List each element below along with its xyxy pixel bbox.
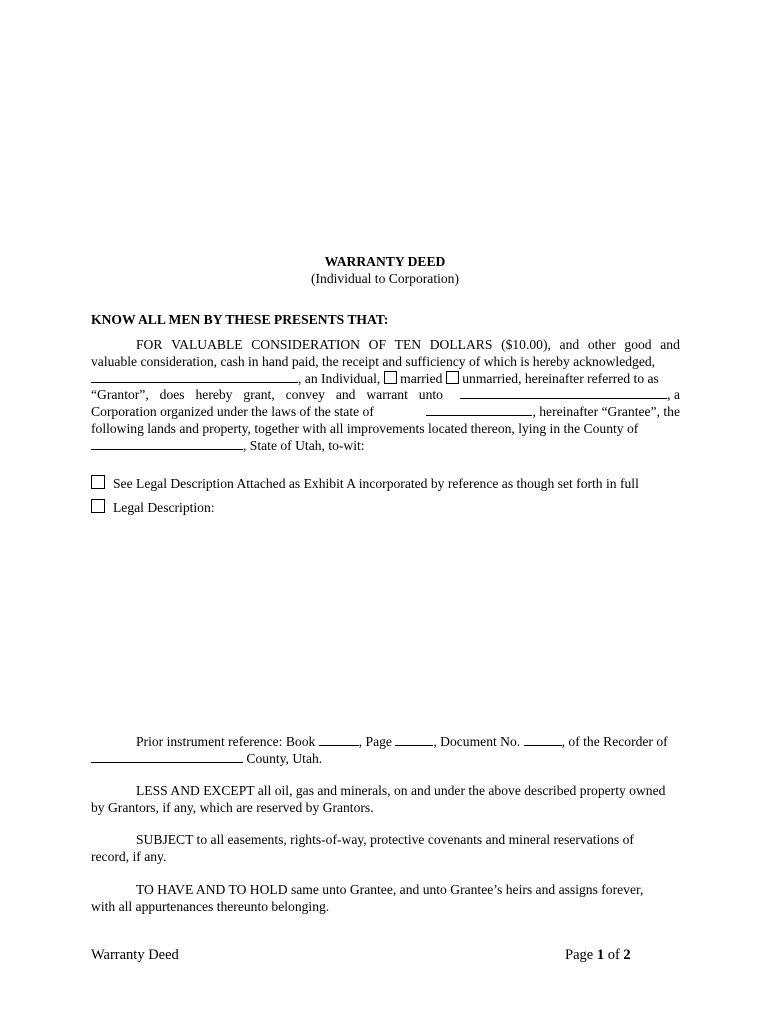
intro-heading: KNOW ALL MEN BY THESE PRESENTS THAT: <box>91 312 389 327</box>
word: warrant <box>366 387 408 402</box>
unmarried-checkbox[interactable] <box>446 371 459 384</box>
grantor-line <box>91 370 680 387</box>
book-field[interactable] <box>319 733 359 746</box>
exhibit-option <box>91 475 639 492</box>
page-prefix: Page <box>565 947 594 963</box>
state-of-utah-text: , State of Utah, to-wit: <box>243 438 365 453</box>
grantee-name-field[interactable] <box>460 386 667 399</box>
prior-instrument-line <box>136 733 680 750</box>
prior-county-field[interactable] <box>91 750 243 763</box>
exhibit-label: See Legal Description Attached as Exhibit A incorporated by reference as though set forth in full <box>113 476 639 491</box>
exhibit-checkbox[interactable] <box>91 475 105 489</box>
word: VALUABLE <box>171 337 243 352</box>
consideration-line-1 <box>136 336 680 353</box>
page-current: 1 <box>596 947 605 963</box>
document-no-text: , Document No. <box>433 734 521 749</box>
word: OF <box>368 337 387 352</box>
word: grant, <box>243 387 275 402</box>
subject-line-1: SUBJECT to all easements, rights-of-way, protective covenants and mineral reservations of <box>136 832 634 847</box>
corporation-line <box>91 403 680 420</box>
legal-description-checkbox[interactable] <box>91 499 105 513</box>
county-utah-text: County, Utah. <box>246 751 323 766</box>
county-line: following lands and property, together with all improvements located thereon, lying in the County of <box>91 421 639 436</box>
consideration-line-2: valuable consideration, cash in hand paid, the receipt and sufficiency of which is hereby acknowledged, <box>91 354 656 369</box>
recorder-text: , of the Recorder of <box>561 734 668 749</box>
legal-description-label: Legal Description: <box>113 500 215 515</box>
grant-words <box>91 386 443 403</box>
document-title: WARRANTY DEED <box>324 254 446 269</box>
grantee-defined-text: , hereinafter “Grantee”, the <box>532 404 680 419</box>
word: FOR <box>136 337 163 352</box>
word: DOLLARS <box>429 337 493 352</box>
word: unto <box>418 387 443 402</box>
unmarried-label: unmarried, hereinafter referred to as <box>462 371 659 386</box>
word: TEN <box>394 337 422 352</box>
word: ($10.00), <box>501 337 551 352</box>
prior-county-line <box>91 750 680 767</box>
county-field[interactable] <box>91 437 243 450</box>
grantor-name-field[interactable] <box>91 370 298 383</box>
word: good <box>624 337 652 352</box>
grantee-line <box>91 386 680 403</box>
state-field[interactable] <box>426 403 532 416</box>
habendum-line-1: TO HAVE AND TO HOLD same unto Grantee, and unto Grantee’s heirs and assigns forever, <box>136 882 644 897</box>
page-field[interactable] <box>395 733 433 746</box>
grantee-suffix: , a <box>667 387 680 402</box>
habendum-line-2: with all appurtenances thereunto belonging. <box>91 899 330 914</box>
document-subtitle: (Individual to Corporation) <box>311 271 459 286</box>
page-total: 2 <box>623 947 631 963</box>
an-individual-text: , an Individual, <box>298 371 381 386</box>
subject-line-2: record, if any. <box>91 849 167 864</box>
word: does <box>159 387 185 402</box>
page-text: , Page <box>358 734 392 749</box>
footer-title: Warranty Deed <box>91 947 179 963</box>
word: and <box>335 387 356 402</box>
word: “Grantor”, <box>91 387 149 402</box>
state-line <box>91 437 680 454</box>
married-label: married <box>400 371 443 386</box>
word: hereby <box>195 387 233 402</box>
book-text: Prior instrument reference: Book <box>136 734 316 749</box>
word: and <box>660 337 680 352</box>
word: and <box>559 337 580 352</box>
word: other <box>587 337 616 352</box>
legal-description-option <box>91 499 215 516</box>
word: CONSIDERATION <box>251 337 360 352</box>
word: convey <box>285 387 325 402</box>
less-except-line-2: by Grantors, if any, which are reserved by Grantors. <box>91 800 374 815</box>
page-indicator <box>565 947 631 964</box>
page-of: of <box>607 947 620 963</box>
corporation-text: Corporation organized under the laws of the state of <box>91 404 374 419</box>
less-except-line-1: LESS AND EXCEPT all oil, gas and minerals, on and under the above described property owned <box>136 783 666 798</box>
document-no-field[interactable] <box>524 733 562 746</box>
married-checkbox[interactable] <box>384 371 397 384</box>
